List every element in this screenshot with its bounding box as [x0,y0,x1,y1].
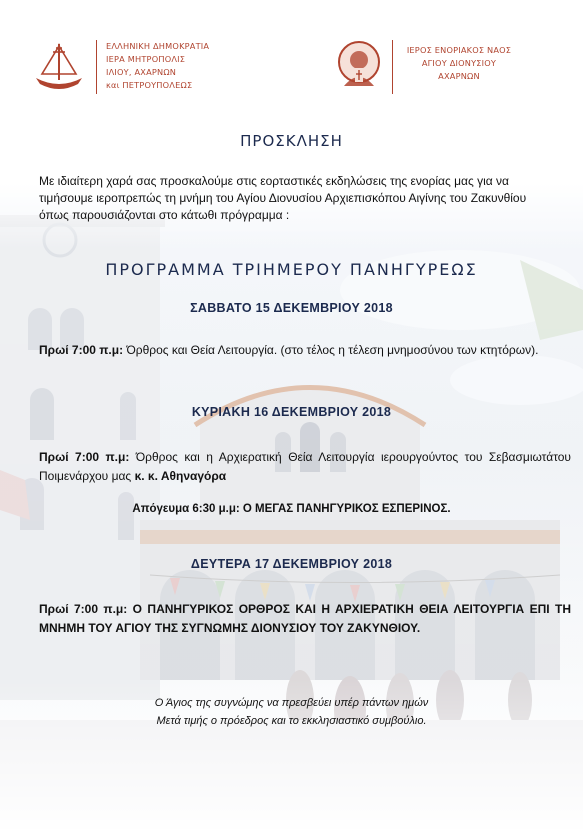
bishop-name: κ. κ. Αθηναγόρα [134,469,227,483]
day-schedule-sunday [39,448,571,486]
schedule-time: Πρωί 7:00 π.μ: [39,602,128,616]
metropolis-header [30,36,220,98]
parish-name [400,44,518,83]
header-line: ΕΛΛΗΝΙΚΗ ΔΗΜΟΚΡΑΤΙΑ [106,41,210,51]
schedule-time: Πρωί 7:00 π.μ: [39,450,130,464]
schedule-text: Όρθρος και η Αρχιερατική Θεία Λειτουργία ιερουργούντος του Σεβασμιωτάτου Ποιμενάρχου μας [39,450,571,483]
day-heading-monday: ΔΕΥΤΕΡΑ 17 ΔΕΚΕΜΒΡΙΟΥ 2018 [190,557,393,571]
ship-emblem-icon [30,38,88,96]
day-schedule-saturday [39,341,571,360]
parish-header [330,36,520,98]
saint-icon [330,38,388,96]
header-line: ΙΛΙΟΥ, ΑΧΑΡΝΩΝ [106,67,177,77]
day-heading-sunday: ΚΥΡΙΑΚΗ 16 ΔΕΚΕΜΒΡΙΟΥ 2018 [191,405,392,419]
metropolis-name [106,40,209,92]
closing-signature: Μετά τιμής ο πρόεδρος και το εκκλησιαστικό συμβούλιο. [156,715,427,727]
header-divider [392,40,393,94]
header-line: και ΠΕΤΡΟΥΠΟΛΕΩΣ [106,80,193,90]
schedule-text: Όρθρος και Θεία Λειτουργία. (στο τέλος η τέλεση μνημοσύνου των κτητόρων). [123,343,539,357]
intro-paragraph: Με ιδιαίτερη χαρά σας προσκαλούμε στις εορταστικές εκδηλώσεις της ενορίας μας για να τιμήσουμε ιεροπρεπώς τη μνήμη του Αγίου Διονυσίου Αρχιεπισκόπου Αιγίνης του Ζακυνθίου όπως παρουσιάζονται στο κάτωθι πρόγραμμα : [39,174,527,222]
program-title: ΠΡΟΓΡΑΜΜΑ ΤΡΙΗΜΕΡΟΥ ΠΑΝΗΓΥΡΕΩΣ [105,260,478,279]
invitation-title: ΠΡΟΣΚΛΗΣΗ [240,132,343,150]
vespers-schedule: Απόγευμα 6:30 μ.μ: Ο ΜΕΓΑΣ ΠΑΝΗΓΥΡΙΚΟΣ ΕΣΠΕΡΙΝΟΣ. [132,503,451,515]
header-line: ΑΓΙΟΥ ΔΙΟΝΥΣΙΟΥ [421,58,497,68]
schedule-time: Πρωί 7:00 π.μ: [39,343,124,357]
schedule-text: Ο ΠΑΝΗΓΥΡΙΚΟΣ ΟΡΘΡΟΣ ΚΑΙ Η ΑΡΧΙΕΡΑΤΙΚΗ ΘΕΙΑ ΛΕΙΤΟΥΡΓΙΑ ΕΠΙ ΤΗ ΜΝΗΜΗ ΤΟΥ ΑΓΙΟΥ ΤΗΣ ΣΥΓΝΩΜΗΣ ΔΙΟΝΥΣΙΟΥ ΤΟΥ ΖΑΚΥΝΘΙΟΥ. [39,602,572,635]
header-divider [96,40,97,94]
header-line: ΙΕΡΑ ΜΗΤΡΟΠΟΛΙΣ [106,54,186,64]
closing-blessing: Ο Άγιος της συγνώμης να πρεσβεύει υπέρ πάντων ημών [154,697,429,709]
header-line: ΙΕΡΟΣ ΕΝΟΡΙΑΚΟΣ ΝΑΟΣ [406,45,512,55]
day-heading-saturday: ΣΑΒΒΑΤΟ 15 ΔΕΚΕΜΒΡΙΟΥ 2018 [190,301,393,315]
header-line: ΑΧΑΡΝΩΝ [438,71,480,81]
day-schedule-monday [39,600,571,638]
